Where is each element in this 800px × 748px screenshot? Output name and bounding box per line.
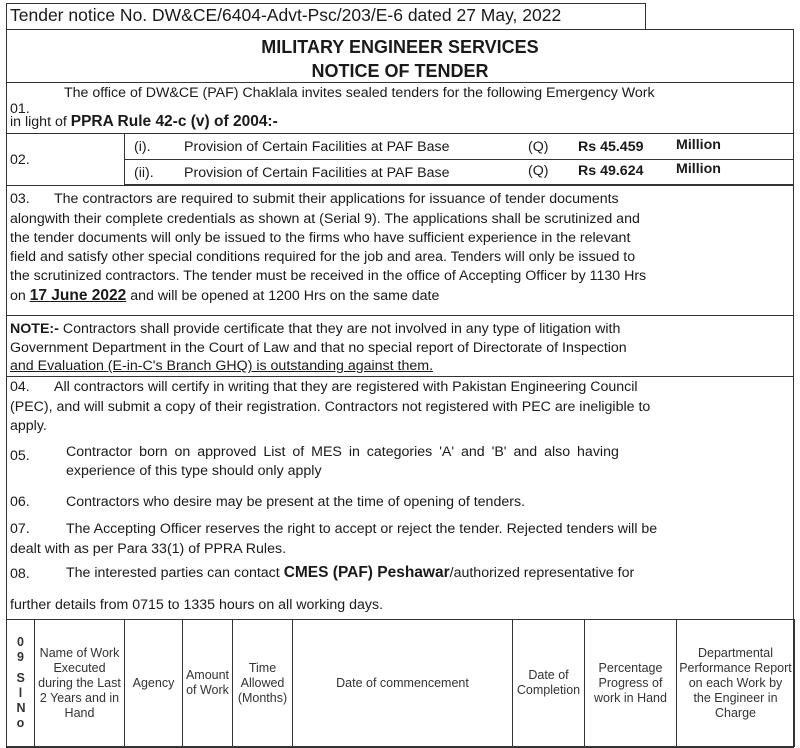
para-07-line1: The Accepting Officer reserves the right to accept or reject the tender. Rejected tenders will be [66,521,658,537]
item-1-desc: Provision of Certain Facilities at PAF Base [184,139,450,155]
col-amount: Amount of Work [183,620,233,747]
note-line3: and Evaluation (E-in-C's Branch GHQ) is outstanding against them. [10,358,434,374]
para-06-line1: Contractors who desire may be present at the time of opening of tenders. [66,494,525,510]
divider [6,185,794,186]
notice-title: NOTICE OF TENDER [311,61,489,81]
para-04-line2: (PEC), and will submit a copy of their registration. Contractors not registered with PEC are ineligible to [10,399,651,415]
closing-date: 17 June 2022 [29,287,127,304]
para-08-post: /authorized representative for [449,565,635,581]
contact-office: CMES (PAF) Peshawar [283,564,450,581]
item-2-index: (ii). [134,165,154,181]
para-05-number: 05. [10,448,30,464]
para-01-line2 [10,113,278,131]
para-06-number: 06. [10,494,30,510]
item-1-amount: Rs 45.459 [578,139,644,155]
para-03-line6 [10,287,439,305]
para-03-line1: The contractors are required to submit their applications for issuance of tender documents [54,191,619,207]
table-header-row [7,620,795,747]
para-07-number: 07. [10,521,30,537]
credentials-table [6,619,795,747]
tender-notice-number: Tender notice No. DW&CE/6404-Advt-Psc/203/E-6 dated 27 May, 2022 [10,5,562,25]
serial-number: 09 [17,635,24,664]
col-time-allowed: Time Allowed (Months) [233,620,293,747]
para-03-on: on [10,288,26,304]
para-03-line3: the tender documents will only be issued to the firms who have sufficient experience in the relevant [10,230,631,246]
para-08-number: 08. [10,566,30,582]
para-01-number: 01. [10,101,30,117]
para-08-line2: further details from 0715 to 1335 hours on all working days. [10,597,384,613]
para-04-number: 04. [10,379,30,395]
para-08-pre: The interested parties can contact [66,565,280,581]
tender-notice-document [6,0,794,748]
col-performance-report: Departmental Performance Report on each Work by the Engineer in Charge [677,620,795,747]
para-03-line2: alongwith their complete credentials as shown at (Serial 9). The applications shall be scrutinized and [10,211,640,227]
item-2-unit: Million [676,161,721,177]
col-name-of-work: Name of Work Executed during the Last 2 Years and in Hand [35,620,125,747]
para-05-line1: Contractor born on approved List of MES in categories 'A' and 'B' and also having [66,444,619,460]
item-2-q: (Q) [528,163,549,179]
item-1-q: (Q) [528,139,549,155]
note-line1 [10,320,620,338]
serial-column-header [7,620,35,747]
para-04-line1: All contractors will certify in writing that they are registered with Pakistan Engineering Council [54,379,638,395]
para-08-line1 [66,564,634,582]
para-03-tail: and will be opened at 1200 Hrs on the same date [130,288,440,304]
note-line2: Government Department in the Court of Law and that no special report of Directorate of Inspection [10,340,627,356]
col-percentage-progress: Percentage Progress of work in Hand [585,620,677,747]
note-label: NOTE:- [10,321,59,337]
item-2-desc: Provision of Certain Facilities at PAF Base [184,165,450,181]
col-date-completion: Date of Completion [513,620,585,747]
item-2-amount: Rs 49.624 [578,163,644,179]
divider [6,82,794,83]
para-05-line2: experience of this type should only apply [66,463,322,479]
para-02-number: 02. [10,152,30,168]
para-01-pre: in light of [10,114,67,130]
para-04-line3: apply. [10,418,47,434]
para-03-line4: field and satisfy other special conditions required for the job and area. Tenders will only be issued to [10,249,636,265]
divider [6,315,794,316]
item-1-index: (i). [134,139,151,155]
ppra-rule: PPRA Rule 42-c (v) of 2004:- [70,113,278,130]
item-1-unit: Million [676,137,721,153]
org-title: MILITARY ENGINEER SERVICES [261,37,539,57]
divider [6,376,794,377]
col-sl-no: Sl No [16,671,26,730]
para-03-line5: the scrutinized contractors. The tender must be received in the office of Accepting Officer by 1130 Hrs [10,268,647,284]
note-text-1: Contractors shall provide certificate that they are not involved in any type of litigation with [62,321,621,337]
col-date-commencement: Date of commencement [293,620,513,747]
col-agency: Agency [125,620,183,747]
para-03-number: 03. [10,191,30,207]
para-07-line2: dealt with as per Para 33(1) of PPRA Rules. [10,541,287,557]
para-01-line1: The office of DW&CE (PAF) Chaklala invites sealed tenders for the following Emergency Work [64,85,655,101]
